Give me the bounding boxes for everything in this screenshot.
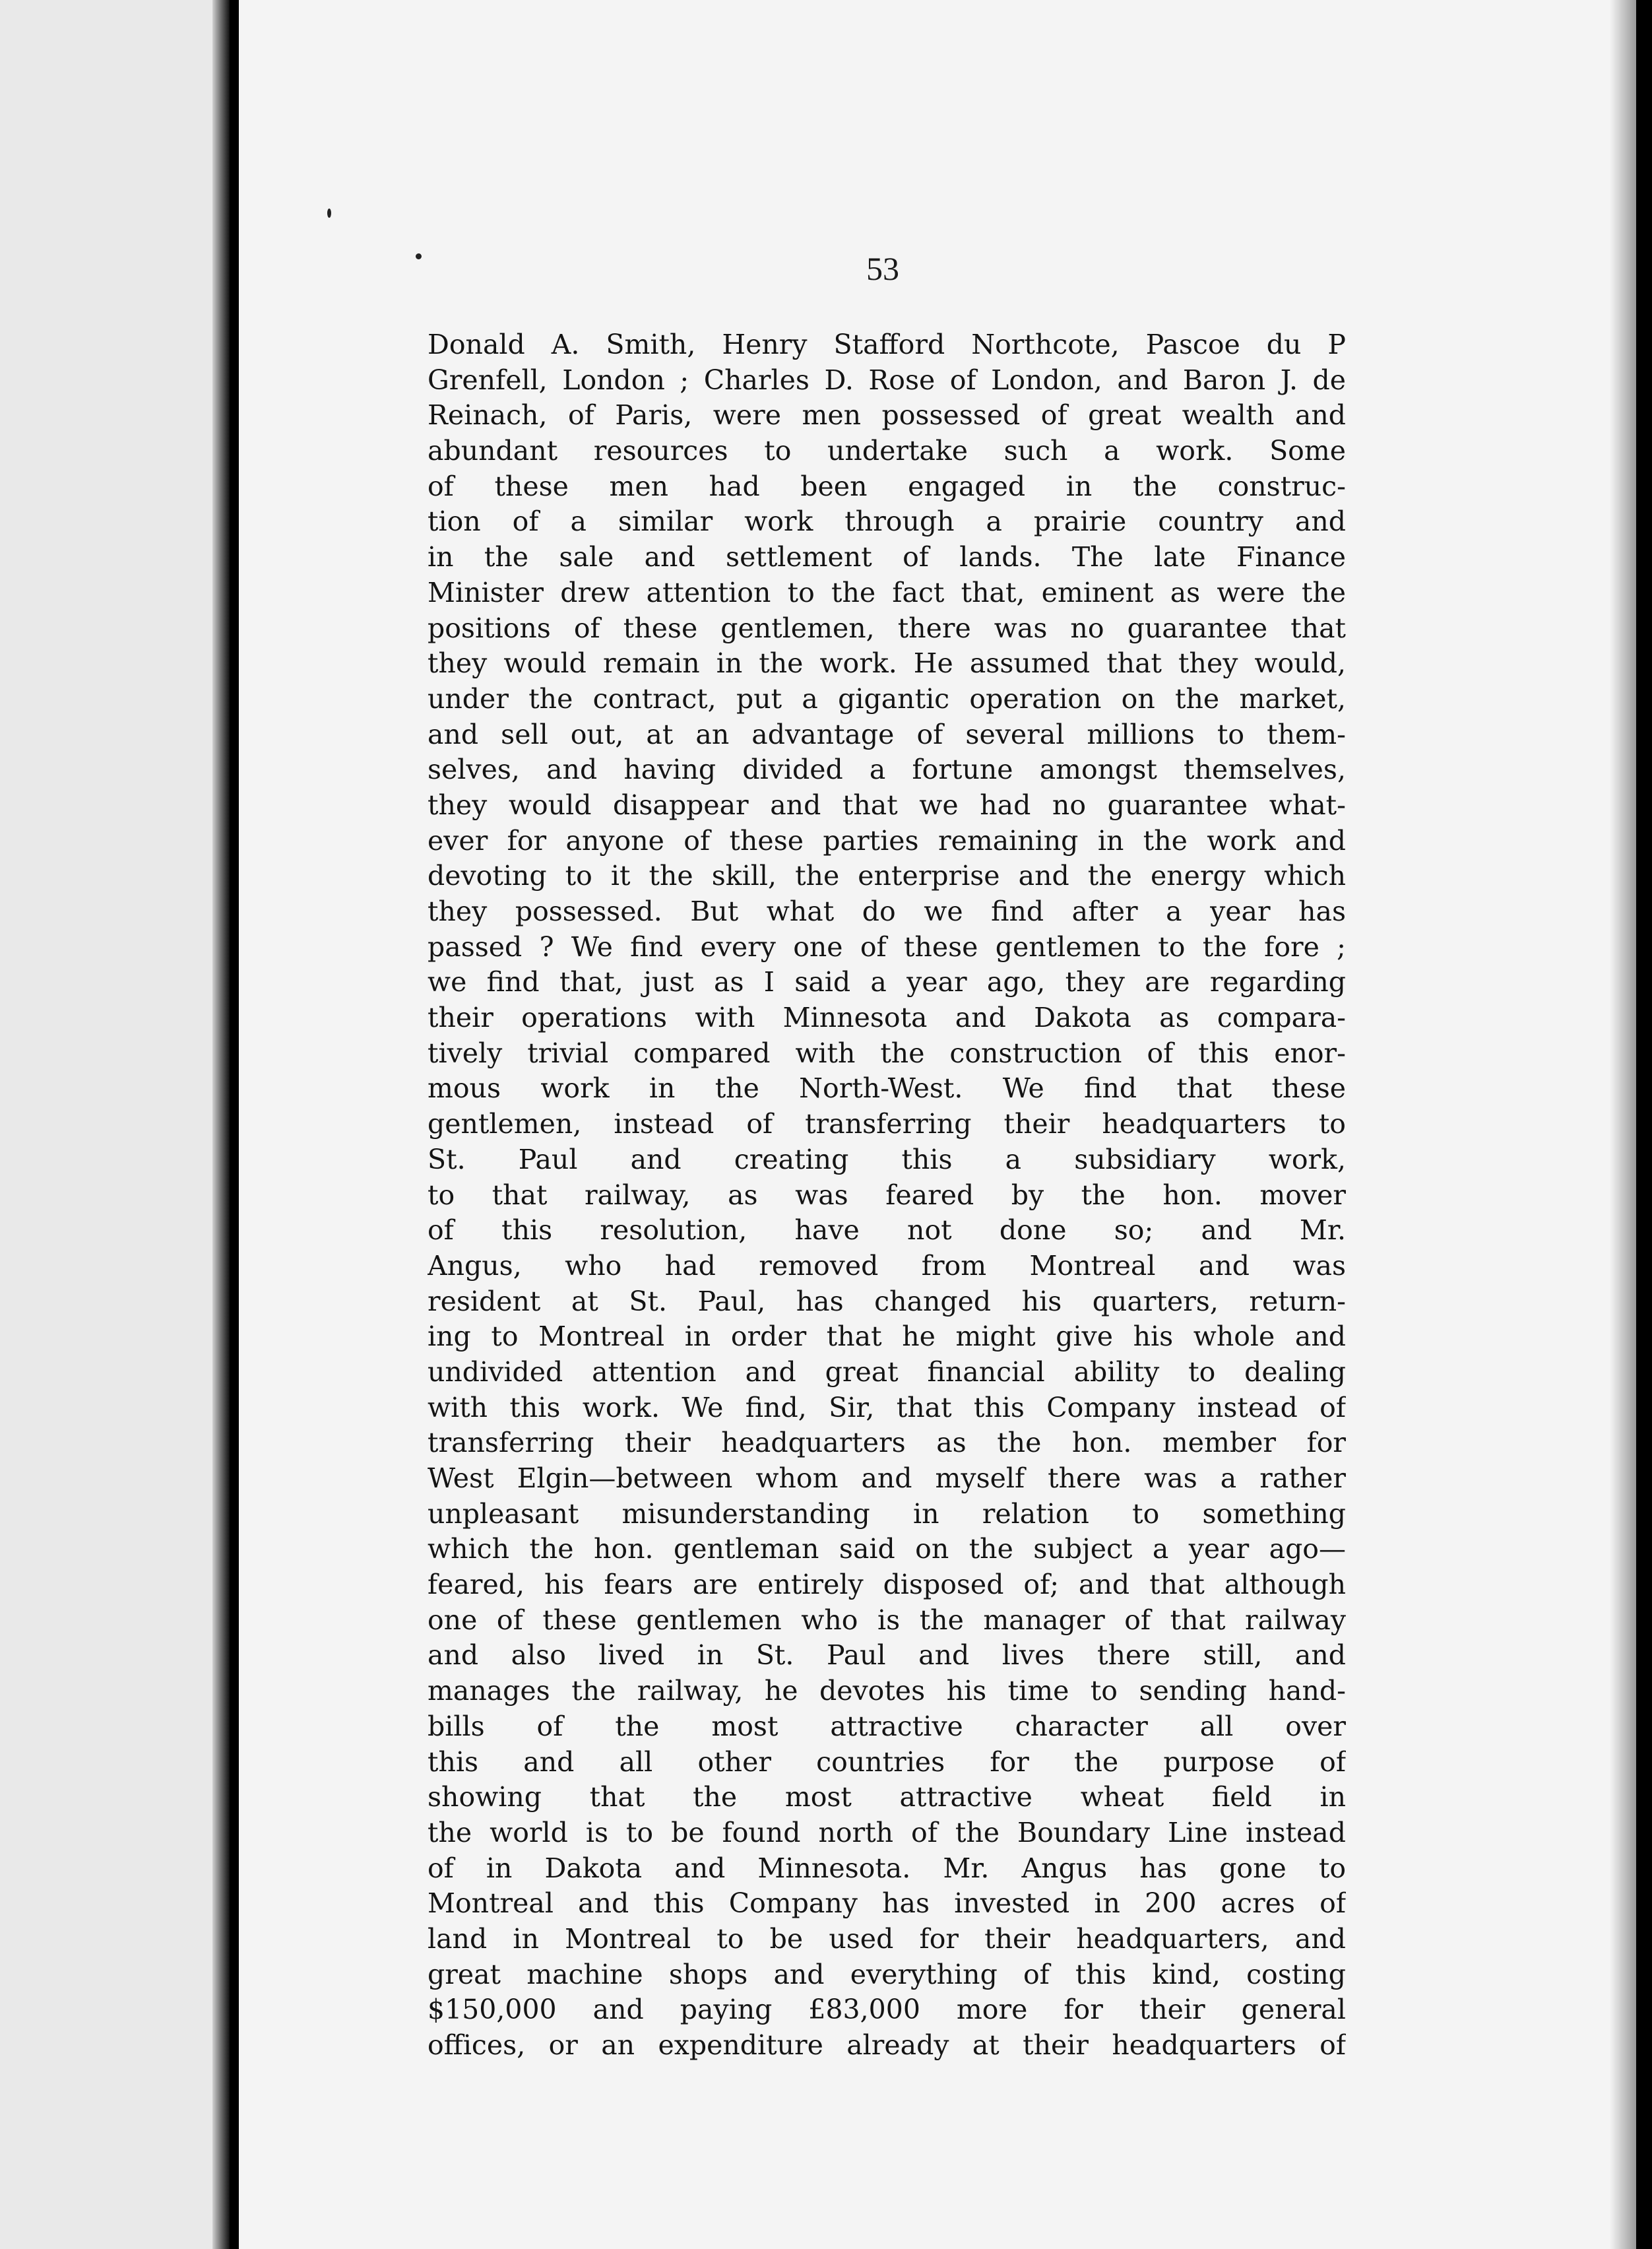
text-line: undivided attention and great financial ability to dealing: [428, 1355, 1346, 1388]
text-line: to that railway, as was feared by the hon. mover: [428, 1179, 1346, 1211]
text-line: devoting to it the skill, the enterprise and the energy which: [428, 860, 1346, 892]
text-line: tively trivial compared with the construction of this enor-: [428, 1037, 1346, 1069]
text-line: unpleasant misunderstanding in relation to something: [428, 1497, 1346, 1530]
text-line: under the contract, put a gigantic operation on the market,: [428, 682, 1346, 715]
text-line: Minister drew attention to the fact that, eminent as were the: [428, 576, 1346, 608]
scan-border: [1636, 0, 1652, 2249]
text-line: tion of a similar work through a prairie country and: [428, 505, 1346, 538]
text-line: land in Montreal to be used for their headquarters, and: [428, 1922, 1346, 1955]
text-line: they possessed. But what do we find after a year has: [428, 896, 1346, 927]
text-line: bills of the most attractive character all over: [428, 1710, 1346, 1742]
text-line: offices, or an expenditure already at their headquarters of: [428, 2029, 1346, 2061]
scan-speck: [416, 253, 422, 259]
text-line: positions of these gentlemen, there was no guarantee that: [428, 612, 1346, 644]
text-line: ing to Montreal in order that he might give his whole and: [428, 1320, 1346, 1353]
text-line: of this resolution, have not done so; and Mr.: [428, 1214, 1346, 1247]
text-line: passed ? We find every one of these gentlemen to the fore ;: [428, 930, 1346, 963]
text-line: they would disappear and that we had no guarantee what-: [428, 789, 1346, 821]
book-gutter: [230, 0, 239, 2249]
text-line: manages the railway, he devotes his time to sending hand-: [428, 1675, 1346, 1707]
facing-page-edge: [0, 0, 230, 2249]
text-line: West Elgin—between whom and myself there was a rather: [428, 1462, 1346, 1494]
text-line: mous work in the North-West. We find that these: [428, 1072, 1346, 1105]
text-line: Donald A. Smith, Henry Stafford Northcote, Pascoe du P: [428, 329, 1346, 360]
page-edge-shadow: [1610, 0, 1636, 2249]
text-line: this and all other countries for the purpose of: [428, 1745, 1346, 1778]
text-line: of these men had been engaged in the construc-: [428, 470, 1346, 502]
text-line: St. Paul and creating this a subsidiary work,: [428, 1143, 1346, 1175]
text-line: showing that the most attractive wheat field in: [428, 1781, 1346, 1813]
scan-speck: [327, 209, 331, 218]
text-line: abundant resources to undertake such a work. Some: [428, 435, 1346, 467]
text-line: their operations with Minnesota and Dakota as compara-: [428, 1002, 1346, 1034]
text-line: one of these gentlemen who is the manager of that railway: [428, 1604, 1346, 1636]
facing-page-shadow: [212, 0, 230, 2249]
text-line: great machine shops and everything of this kind, costing: [428, 1958, 1346, 1990]
text-line: they would remain in the work. He assumed that they would,: [428, 647, 1346, 680]
text-line: resident at St. Paul, has changed his quarters, return-: [428, 1285, 1346, 1317]
page-number: 53: [866, 250, 899, 287]
text-line: Angus, who had removed from Montreal and was: [428, 1249, 1346, 1282]
text-line: and also lived in St. Paul and lives there still, and: [428, 1639, 1346, 1672]
text-line: selves, and having divided a fortune amongst themselves,: [428, 754, 1346, 786]
text-line: which the hon. gentleman said on the subject a year ago—: [428, 1533, 1346, 1565]
text-line: ever for anyone of these parties remaining in the work and: [428, 824, 1346, 857]
text-line: the world is to be found north of the Boundary Line instead: [428, 1816, 1346, 1848]
text-line: Reinach, of Paris, were men possessed of great wealth and: [428, 399, 1346, 432]
text-line: feared, his fears are entirely disposed of; and that although: [428, 1569, 1346, 1601]
text-line: of in Dakota and Minnesota. Mr. Angus has gone to: [428, 1852, 1346, 1884]
text-line: in the sale and settlement of lands. The late Finance: [428, 541, 1346, 573]
text-line: gentlemen, instead of transferring their headquarters to: [428, 1108, 1346, 1140]
text-line: Grenfell, London ; Charles D. Rose of London, and Baron J. de: [428, 364, 1346, 396]
text-line: and sell out, at an advantage of several millions to them-: [428, 718, 1346, 750]
text-line: we find that, just as I said a year ago, they are regarding: [428, 966, 1346, 998]
text-line: $150,000 and paying £83,000 more for their general: [428, 1994, 1346, 2026]
text-line: Montreal and this Company has invested in 200 acres of: [428, 1887, 1346, 1920]
text-line: with this work. We find, Sir, that this Company instead of: [428, 1391, 1346, 1423]
text-line: transferring their headquarters as the hon. member for: [428, 1427, 1346, 1459]
body-text: [428, 327, 1346, 2064]
